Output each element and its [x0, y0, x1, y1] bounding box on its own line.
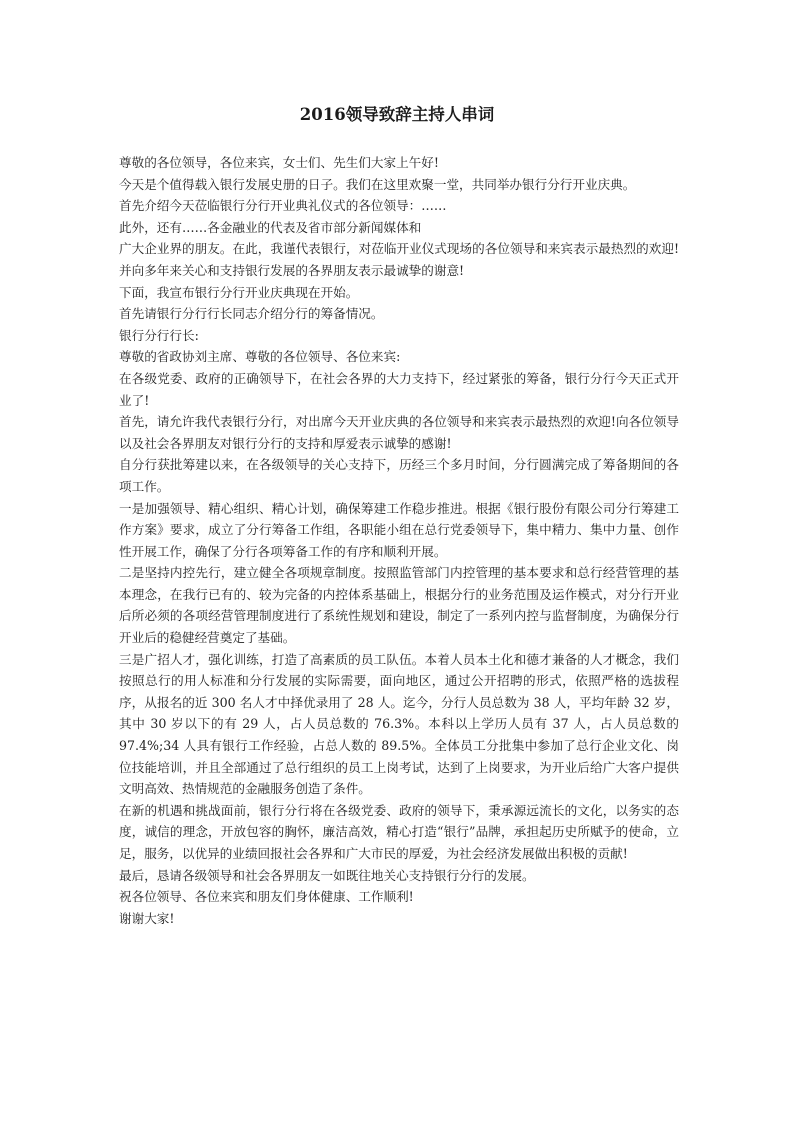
document-title: 2016领导致辞主持人串词 — [299, 105, 495, 124]
paragraph-speech-thanks: 首先，请允许我代表银行分行，对出席今天开业庆典的各位领导和来宾表示最热烈的欢迎!向各位领导以及社会各界朋友对银行分行的支持和厚爱表示诚挚的感谢! — [119, 414, 679, 451]
paragraph-speech-salutation: 尊敬的省政协刘主席、尊敬的各位领导、各位来宾: — [119, 349, 401, 365]
paragraph-announce-start: 下面，我宣布银行分行开业庆典现在开始。 — [119, 284, 359, 300]
paragraph-additional-guests: 此外，还有……各金融业的代表及省市部分新闻媒体和 — [119, 219, 422, 235]
paragraph-greeting: 尊敬的各位领导，各位来宾，女士们、先生们大家上午好! — [119, 155, 439, 170]
paragraph-welcome: 广大企业界的朋友。在此，我谨代表银行，对莅临开业仪式现场的各位领导和来宾表示最热烈的欢迎!并向多年来关心和支持银行发展的各界朋友表示最诚挚的谢意! — [119, 241, 679, 278]
paragraph-closing-request: 最后，恳请各级领导和社会各界朋友一如既往地关心支持银行分行的发展。 — [119, 867, 535, 883]
paragraph-thank-you: 谢谢大家! — [119, 910, 175, 926]
paragraph-outlook: 在新的机遇和挑战面前，银行分行将在各级党委、政府的领导下，秉承源远流长的文化，以务实的态度，诚信的理念，开放包容的胸怀，廉洁高效，精心打造“银行”品牌，承担起历史所赋予的使命，立足，服务，以优异的业绩回报社会各界和广大市民的厚爱，为社会经济发展做出积极的贡献! — [119, 802, 679, 861]
paragraph-well-wishes: 祝各位领导、各位来宾和朋友们身体健康、工作顺利! — [119, 889, 414, 905]
paragraph-invite-president: 首先请银行分行行长同志介绍分行的筹备情况。 — [119, 306, 384, 322]
paragraph-introduce-leaders: 首先介绍今天莅临银行分行开业典礼仪式的各位领导：…… — [119, 198, 447, 214]
paragraph-speaker-label: 银行分行行长: — [119, 327, 199, 343]
paragraph-point-three: 三是广招人才，强化训练，打造了高素质的员工队伍。本着人员本土化和德才兼备的人才概念，我们按照总行的用人标准和分行发展的实际需要，面向地区，通过公开招聘的形式，依照严格的选拔程序，从报名的近 300 名人才中择优录用了 28 人。迄今，分行人员总数为 38 人，平均年龄 32 岁，其中 30 岁以下的有 29 人，占人员总数的 76.3%。本科以上学历人员有 37 人，占人员总数的 97.4%;34 人具有银行工作经验，占总人数的 89.5%。全体员工分批集中参加了总行企业文化、岗位技能培训，并且全部通过了总行组织的员工上岗考试，达到了上岗要求，为开业后给广大客户提供文明高效、热情规范的金融服务创造了条件。 — [119, 651, 679, 797]
document-body — [119, 152, 679, 929]
paragraph-preparation-summary: 自分行获批筹建以来，在各级领导的关心支持下，历经三个多月时间，分行圆满完成了筹备期间的各项工作。 — [119, 457, 679, 494]
paragraph-point-two: 二是坚持内控先行，建立健全各项规章制度。按照监管部门内控管理的基本要求和总行经营管理的基本理念，在我行已有的、较为完备的内控体系基础上，根据分行的业务范围及运作模式，对分行开业后所必须的各项经营管理制度进行了系统性规划和建设，制定了一系列内控与监督制度，为确保分行开业后的稳健经营奠定了基础。 — [119, 565, 679, 646]
paragraph-opening: 今天是个值得载入银行发展史册的日子。我们在这里欢聚一堂，共同举办银行分行开业庆典。 — [119, 176, 636, 192]
paragraph-point-one: 一是加强领导、精心组织、精心计划，确保筹建工作稳步推进。根据《银行股份有限公司分行筹建工作方案》要求，成立了分行筹备工作组，各职能小组在总行党委领导下，集中精力、集中力量、创作性开展工作，确保了分行各项筹备工作的有序和顺利开展。 — [119, 500, 679, 559]
paragraph-speech-opening: 在各级党委、政府的正确领导下，在社会各界的大力支持下，经过紧张的筹备，银行分行今天正式开业了! — [119, 370, 679, 408]
